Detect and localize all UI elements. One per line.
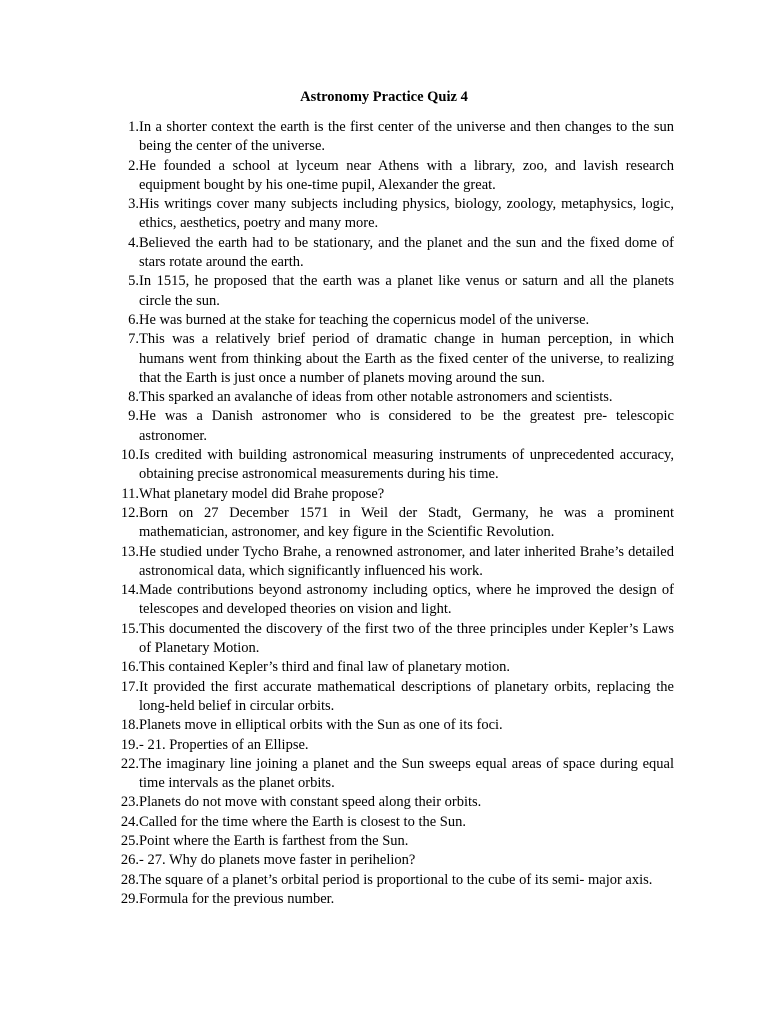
question-number: 28. [120, 871, 139, 888]
question-number: 16. [120, 659, 139, 676]
question-number: 3. [128, 196, 139, 213]
question-text: Called for the time where the Earth is closest to the Sun. [139, 813, 466, 830]
question-item [108, 620, 674, 659]
question-number: 15. [120, 620, 139, 637]
question-number: 14. [120, 582, 139, 599]
question-number: 26. [120, 852, 139, 869]
question-text: Believed the earth had to be stationary, and the planet and the sun and the fixed dome of stars rotate around the earth. [139, 234, 674, 271]
question-number: 22. [120, 755, 139, 772]
question-text: The square of a planet’s orbital period is proportional to the cube of its semi- major axis. [139, 871, 653, 888]
question-number: 25. [120, 832, 139, 849]
question-number: 4. [128, 234, 139, 251]
question-text: This documented the discovery of the first two of the three principles under Kepler’s Laws of Planetary Motion. [139, 620, 674, 657]
question-text: - 21. Properties of an Ellipse. [139, 736, 309, 753]
question-text: Is credited with building astronomical measuring instruments of unprecedented accuracy, obtaining precise astronomical measurements during his time. [139, 447, 674, 483]
question-item [108, 234, 674, 273]
question-item [108, 388, 674, 407]
question-text: In a shorter context the earth is the first center of the universe and then changes to the sun being the center of the universe. [139, 119, 674, 155]
question-text: Formula for the previous number. [139, 890, 335, 907]
question-item [108, 504, 674, 543]
question-item [108, 832, 674, 851]
question-item [108, 678, 674, 717]
question-item [108, 755, 674, 794]
question-number: 9. [128, 408, 139, 425]
question-text: Made contributions beyond astronomy including optics, where he improved the design of telescopes and developed theories on vision and light. [139, 582, 674, 618]
question-text: This contained Kepler’s third and final law of planetary motion. [139, 659, 510, 676]
question-item [108, 851, 674, 870]
question-text: - 27. Why do planets move faster in perihelion? [139, 852, 416, 869]
question-number: 5. [128, 273, 139, 290]
question-text: It provided the first accurate mathematical descriptions of planetary orbits, replacing the long-held belief in circular orbits. [139, 678, 674, 714]
question-item [108, 581, 674, 620]
question-number: 1. [128, 119, 139, 135]
question-text: This was a relatively brief period of dramatic change in human perception, in which humans went from thinking about the Earth as the fixed center of the universe, to realizing that the Earth is just once a number of planets moving around the sun. [139, 331, 674, 386]
question-item [108, 716, 674, 735]
question-number: 24. [120, 813, 139, 830]
question-number: 7. [128, 331, 139, 348]
question-item [108, 658, 674, 677]
question-text: He studied under Tycho Brahe, a renowned astronomer, and later inherited Brahe’s detailed astronomical data, which significantly influenced his work. [139, 543, 674, 579]
question-text: Planets do not move with constant speed along their orbits. [139, 794, 482, 811]
question-item [108, 736, 674, 755]
question-item [108, 890, 674, 909]
question-text: He was burned at the stake for teaching the copernicus model of the universe. [139, 311, 590, 328]
question-text: This sparked an avalanche of ideas from other notable astronomers and scientists. [139, 389, 613, 406]
question-number: 18. [120, 717, 139, 734]
question-text: The imaginary line joining a planet and the Sun sweeps equal areas of space during equal time intervals as the planet orbits. [139, 755, 674, 792]
question-number: 10. [120, 447, 139, 464]
question-text: Born on 27 December 1571 in Weil der Stadt, Germany, he was a prominent mathematician, astronomer, and key figure in the Scientific Revolution. [139, 504, 674, 541]
question-number: 6. [128, 311, 139, 328]
question-text: In 1515, he proposed that the earth was a planet like venus or saturn and all the planets circle the sun. [139, 273, 674, 309]
question-item [108, 793, 674, 812]
question-number: 17. [120, 678, 139, 695]
question-item [108, 311, 674, 330]
question-number: 2. [128, 157, 139, 174]
question-item [108, 446, 674, 485]
question-item [108, 485, 674, 504]
page-title: Astronomy Practice Quiz 4 [300, 89, 468, 105]
question-item [108, 543, 674, 582]
question-number: 19. [120, 736, 139, 753]
question-text: Point where the Earth is farthest from the Sun. [139, 832, 409, 849]
question-item [108, 871, 674, 890]
question-list [108, 118, 674, 909]
question-item [108, 407, 674, 446]
question-item [108, 813, 674, 832]
question-number: 11. [121, 485, 139, 502]
question-text: His writings cover many subjects including physics, biology, zoology, metaphysics, logic, ethics, aesthetics, poetry and many more. [139, 196, 674, 232]
question-number: 8. [128, 389, 139, 406]
question-number: 23. [120, 794, 139, 811]
question-item [108, 118, 674, 157]
question-number: 13. [120, 543, 139, 560]
question-item [108, 157, 674, 196]
question-item [108, 330, 674, 388]
question-item [108, 272, 674, 311]
question-number: 29. [120, 890, 139, 907]
question-number: 12. [120, 504, 139, 521]
question-text: He founded a school at lyceum near Athens with a library, zoo, and lavish research equipment bought by his one-time pupil, Alexander the great. [139, 157, 674, 193]
question-text: Planets move in elliptical orbits with the Sun as one of its foci. [139, 717, 503, 734]
question-text: What planetary model did Brahe propose? [139, 485, 385, 502]
question-item [108, 195, 674, 234]
question-text: He was a Danish astronomer who is considered to be the greatest pre- telescopic astronomer. [139, 408, 674, 444]
